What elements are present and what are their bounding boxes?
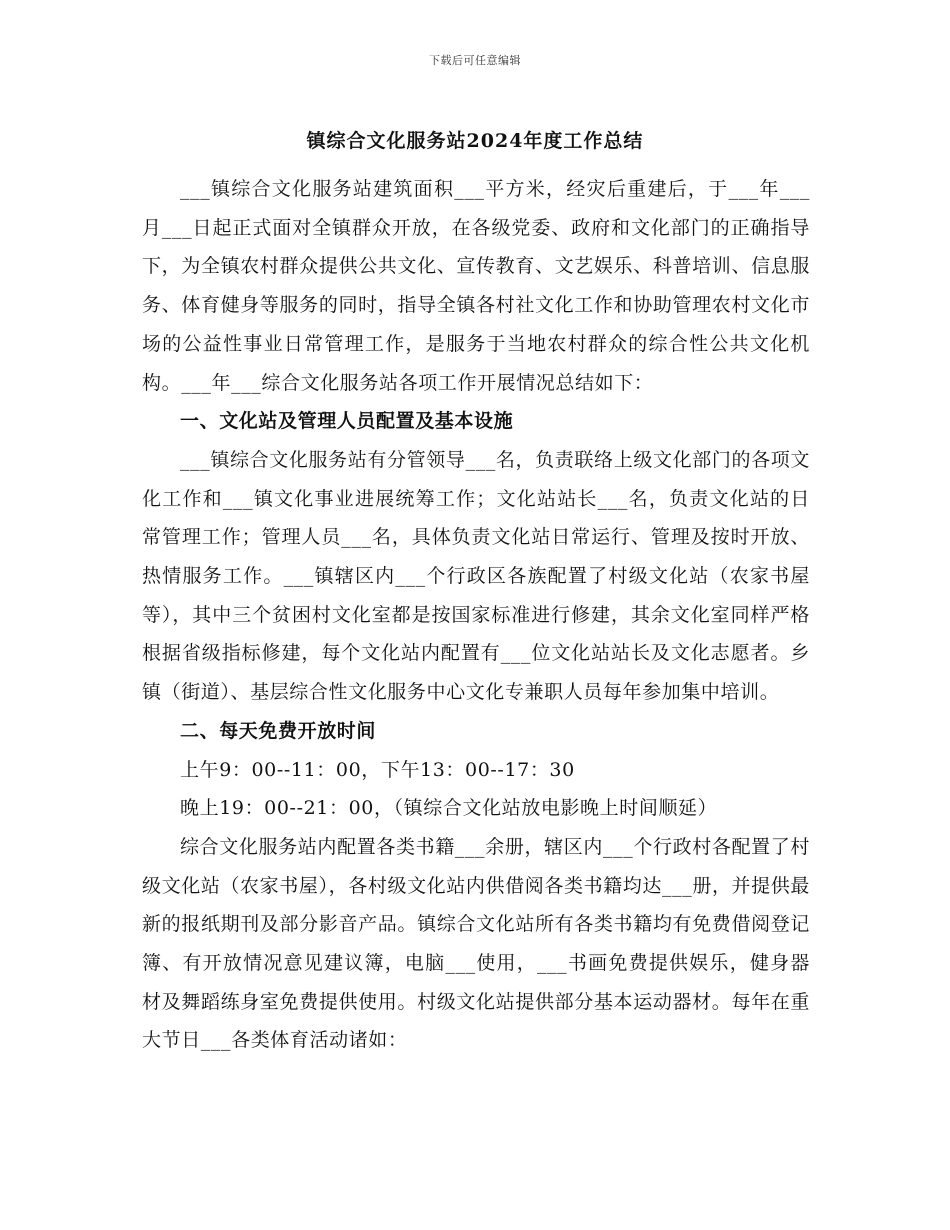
section-2-paragraph: 综合文化服务站内配置各类书籍___余册，辖区内___个行政村各配置了村级文化站（农家书屋），各村级文化站内供借阅各类书籍均达___册，并提供最新的报纸期刊及部分影音产品。镇综合文化站所有各类书籍均有免费借阅登记簿、有开放情况意见建议簿，电脑___使用，___书画免费提供娱乐，健身器材及舞蹈练身室免费提供使用。村级文化站提供部分基本运动器材。每年在重大节日___各类体育活动诸如：	[142, 835, 810, 1052]
page-header-note: 下载后可任意编辑	[429, 54, 521, 67]
opening-hours-day: 上午9：00--11：00，下午13：00--17：30	[180, 758, 575, 781]
document-body	[142, 170, 810, 1060]
section-1-heading: 一、文化站及管理人员配置及基本设施	[180, 410, 514, 433]
section-1-paragraph: ___镇综合文化服务站有分管领导___名，负责联络上级文化部门的各项文化工作和___镇文化事业进展统筹工作；文化站站长___名，负责文化站的日常管理工作；管理人员___名，具体负责文化站日常运行、管理及按时开放、热情服务工作。___镇辖区内___个行政区各族配置了村级文化站（农家书屋等），其中三个贫困村文化室都是按国家标准进行修建，其余文化室同样严格根据省级指标修建，每个文化站内配置有___位文化站站长及文化志愿者。乡镇（街道）、基层综合性文化服务中心文化专兼职人员每年参加集中培训。	[142, 448, 810, 704]
intro-paragraph: ___镇综合文化服务站建筑面积___平方米，经灾后重建后，于___年___月___日起正式面对全镇群众开放，在各级党委、政府和文化部门的正确指导下，为全镇农村群众提供公共文化、宣传教育、文艺娱乐、科普培训、信息服务、体育健身等服务的同时，指导全镇各村社文化工作和协助管理农村文化市场的公益性事业日常管理工作，是服务于当地农村群众的综合性公共文化机构。___年___综合文化服务站各项工作开展情况总结如下：	[142, 178, 810, 394]
opening-hours-evening: 晚上19：00--21：00，（镇综合文化站放电影晚上时间顺延）	[180, 797, 718, 820]
section-2-heading: 二、每天免费开放时间	[180, 719, 377, 742]
document-title: 镇综合文化服务站2024年度工作总结	[306, 130, 644, 152]
